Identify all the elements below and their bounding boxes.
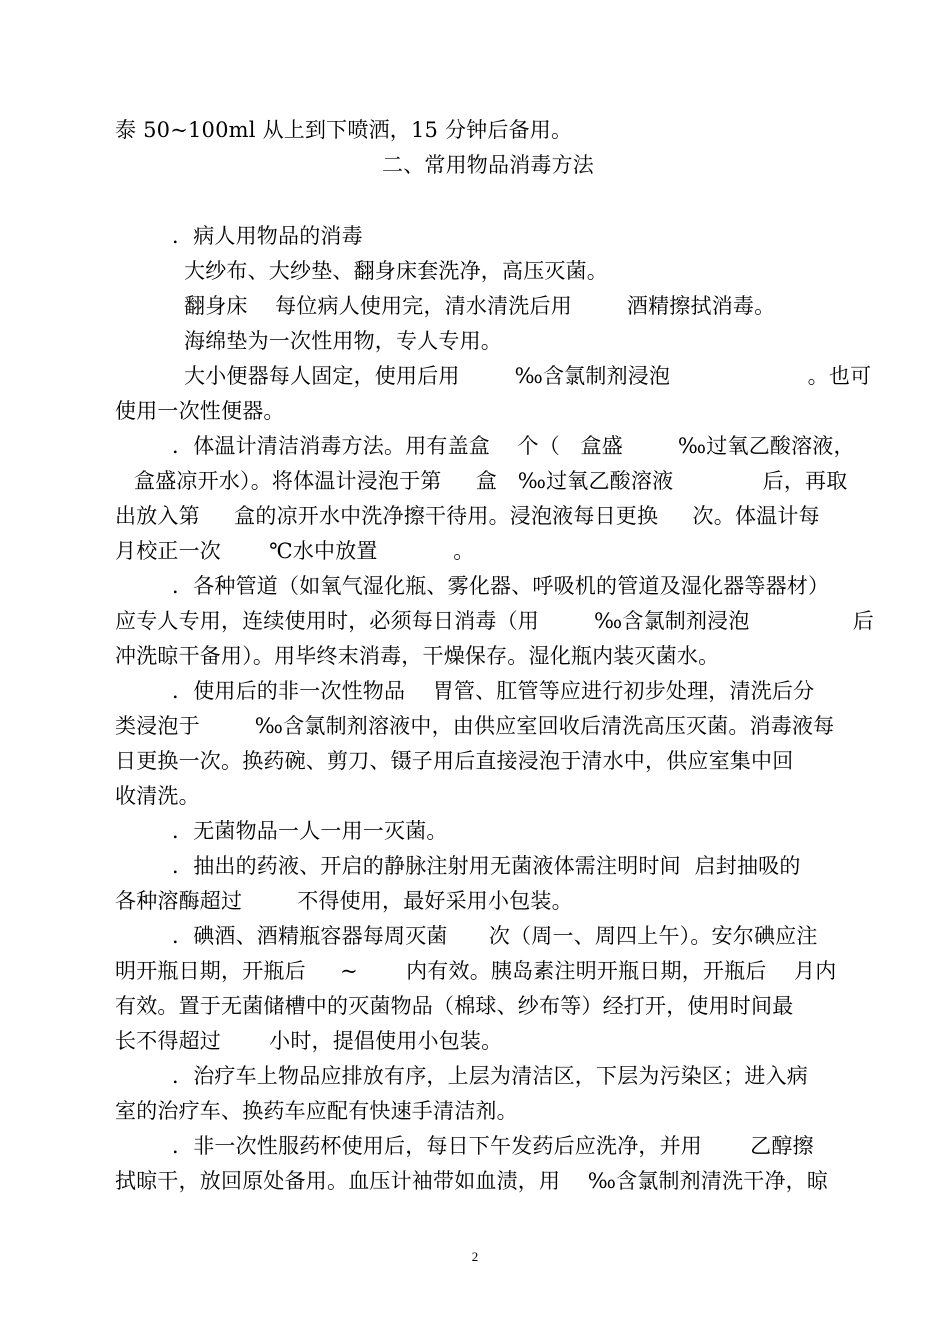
- item-heading: ．碘酒、酒精瓶容器每周灭菌 次（周一、周四上午）。安尔碘应注: [172, 924, 818, 948]
- item-heading: ．使用后的非一次性物品 胃管、肛管等应进行初步处理，清洗后分: [172, 679, 815, 703]
- text-line: 盒盛凉开水）。将体温计浸泡于第 盒 ‰过氧乙酸溶液 后，再取: [134, 469, 848, 493]
- text-line: 收清洗。: [115, 784, 200, 808]
- text-line: 拭晾干，放回原处备用。血压计袖带如血渍，用 ‰含氯制剂清洗干净，晾: [115, 1169, 829, 1193]
- item-heading: ．非一次性服药杯使用后，每日下午发药后应洗净，并用 乙醇擦: [172, 1134, 814, 1158]
- text-line: 日更换一次。换药碗、剪刀、镊子用后直接浸泡于清水中，供应室集中回: [115, 749, 794, 773]
- text-line: 使用一次性便器。: [115, 399, 285, 423]
- text-line: 长不得超过 小时，提倡使用小包装。: [115, 1029, 503, 1053]
- text-line: 泰 50~100ml 从上到下喷洒，15 分钟后备用。: [115, 118, 573, 142]
- item-heading: ．体温计清洁消毒方法。用有盖盒 个（ 盒盛 ‰过氧乙酸溶液，: [172, 434, 855, 458]
- text-line: 有效。置于无菌储槽中的灭菌物品（棉球、纱布等）经打开，使用时间最: [115, 994, 794, 1018]
- text-line: 应专人专用，连续使用时，必须每日消毒（用 ‰含氯制剂浸泡 后: [115, 609, 874, 633]
- item-heading: ．病人用物品的消毒: [172, 224, 363, 248]
- text-line: 类浸泡于 ‰含氯制剂溶液中，由供应室回收后清洗高压灭菌。消毒液每: [115, 714, 835, 738]
- text-line: 大纱布、大纱垫、翻身床套洗净，高压灭菌。: [184, 259, 608, 283]
- text-line: 海绵垫为一次性用物，专人专用。: [184, 329, 502, 353]
- item-heading: ．各种管道（如氧气湿化瓶、雾化器、呼吸机的管道及湿化器等器材）: [172, 574, 830, 598]
- text-line: 月校正一次 ℃水中放置 。: [115, 539, 475, 563]
- page-number: 2: [471, 1249, 479, 1264]
- item-heading: ．治疗车上物品应排放有序，上层为清洁区，下层为污染区；进入病: [172, 1064, 808, 1088]
- text-line: 各种溶酶超过 不得使用，最好采用小包装。: [115, 889, 573, 913]
- item-heading: ．抽出的药液、开启的静脉注射用无菌液体需注明时间 启封抽吸的: [172, 854, 801, 878]
- text-line: 翻身床 每位病人使用完，清水清洗后用 酒精擦拭消毒。: [184, 294, 776, 318]
- item-heading: ．无菌物品一人一用一灭菌。: [172, 819, 448, 843]
- section-heading: 二、常用物品消毒方法: [382, 153, 594, 177]
- text-line: 冲洗晾干备用）。用毕终末消毒，干燥保存。湿化瓶内装灭菌水。: [115, 644, 720, 668]
- text-line: 明开瓶日期，开瓶后 ~ 内有效。胰岛素注明开瓶日期，开瓶后 月内: [115, 959, 837, 983]
- text-line: 出放入第 盒的凉开水中洗净擦干待用。浸泡液每日更换 次。体温计每: [115, 504, 820, 528]
- text-line: 大小便器每人固定，使用后用 ‰含氯制剂浸泡 。也可: [184, 364, 872, 388]
- text-line: 室的治疗车、换药车应配有快速手清洁剂。: [115, 1099, 518, 1123]
